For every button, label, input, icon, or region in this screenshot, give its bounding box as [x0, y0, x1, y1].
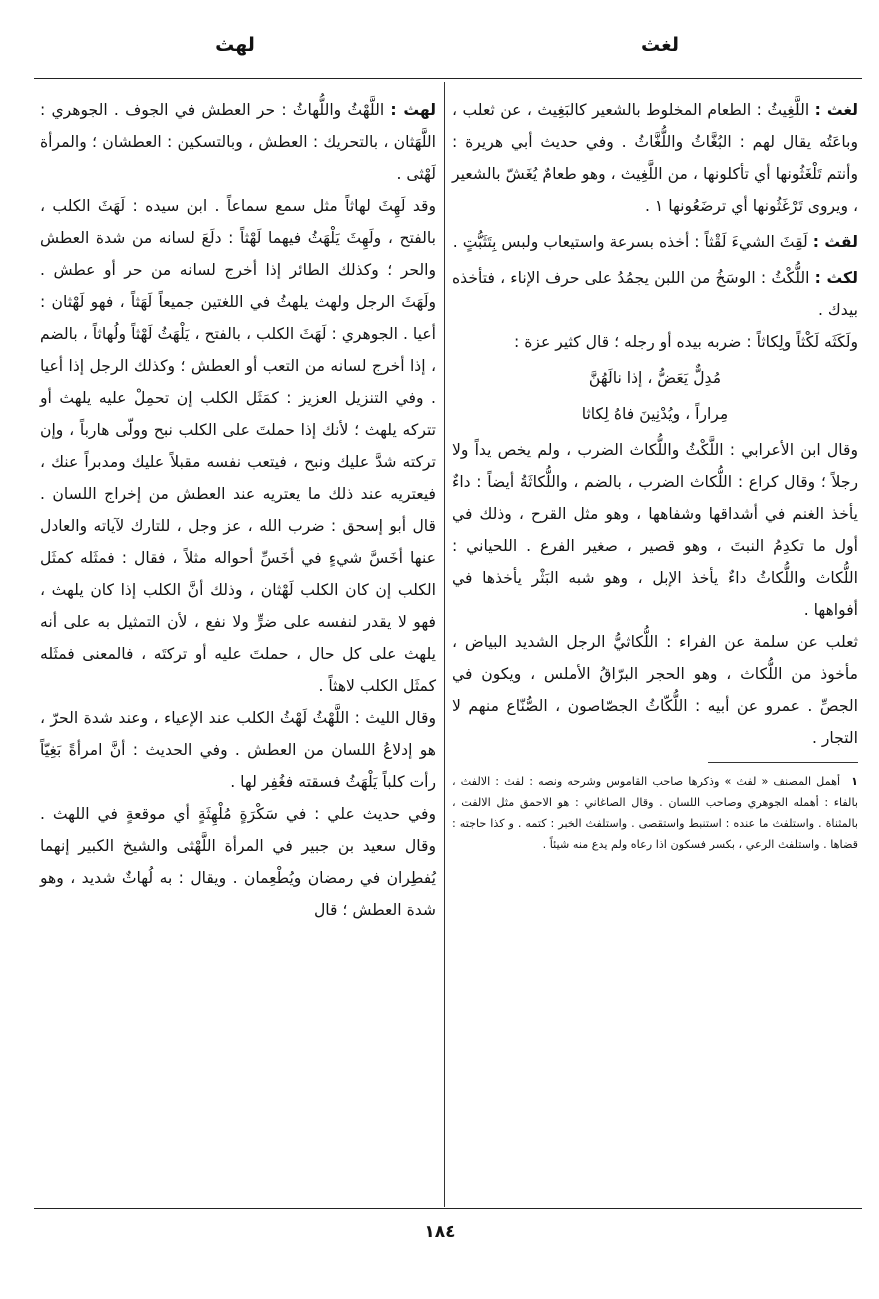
- entry-text: اللُّكْثُ : الوسَخُ من اللبن يجمُدُ على حرف الإناء ، فتأخذه بيدك .: [452, 269, 858, 319]
- entry-text: اللَّغِيثُ : الطعام المخلوط بالشعير كالبَغِيث ، عن ثعلب ، وباعَتُه يقال لهم : البُغَّاثُ واللُّغَّاثُ . وفي حديث أبي هريرة : وأنتم تَلْغَثُونها أي تأكلونها ، من اللَّغِيث ، وهو طعامٌ يُغَشّ بالشعير ، ويروى تَرْغَثُونها أي ترضَعُونها ١ .: [452, 101, 858, 215]
- entry-lhth: [40, 94, 436, 190]
- column-divider: [444, 82, 445, 1207]
- footnote-number: ١: [851, 775, 858, 788]
- footnote: [452, 771, 858, 855]
- paragraph: [40, 702, 436, 798]
- paragraph-text: وفي حديث علي : في سَكْرَةٍ مُلْهِثَةٍ أي موقعةٍ في اللهث . وقال سعيد بن جبير في المرأة اللَّهْثى والشيخ الكبير إنهما يُفطِران في رمضان ويُطْعِمان . ويقال : به لُهاثٌ شديد ، وهو شدة العطش ؛ قال: [40, 805, 436, 919]
- paragraph: [40, 798, 436, 926]
- footnote-rule: [708, 762, 858, 763]
- entry-headword: لهث :: [390, 101, 436, 119]
- entry-text: اللَّهْثُ واللُّهاثُ : حر العطش في الجوف . الجوهري : اللَّهَثان ، بالتحريك : العطش ، وبالتسكين : العطشان ؛ والمرأة لَهْثى .: [40, 101, 436, 183]
- page-number: ١٨٤: [424, 1222, 456, 1242]
- paragraph: وقال ابن الأعرابي : اللَّكْثُ واللُّكاث الضرب ، ولم يخص يداً ولا رجلاً ؛ وقال كراع : اللُّكاث الضرب ، بالضم ، واللُّكاثَةُ أيضاً : داءٌ يأخذ الغنم في أشداقها وشفاهها ، وهو مثل القرح ، وذلك في أول ما تكدِمُ النبتَ ، وهو قصير ، صغير الفرع . اللحياني : اللُّكاث واللُّكاثُ داءٌ يأخذ الإبل ، وهو شبه البَثْر يأخذها في أفواهها .: [452, 441, 858, 619]
- paragraph-text: وقد لَهِثَ لهاثاً مثل سمع سماعاً . ابن سيده : لَهَثَ الكلب ، بالفتح ، ولَهِثَ يَلْهَثُ فيهما لَهْثاً : دلَعَ لسانه من شدة العطش والحر ؛ وكذلك الطائر إذا أخرج لسانه من حر أو عطش . ولَهَثَ الرجل ولهث يلهثُ في اللغتين جميعاً لَهَثاً ، فهو لَهْثان : أعيا . الجوهري : لَهَثَ الكلب ، بالفتح ، يَلْهَثُ لَهْثاً ولُهاثاً ، بالضم ، إذا أخرج لسانه من التعب أو العطش ؛ وكذلك الرجل إذا أعيا . وفي التنزيل العزيز : كمَثَل الكلب إن تحمِلْ عليه يلهث أو تتركه يلهث ؛ لأنك إذا حملتَ على الكلب نبح وولّى هارباً ، وإن تركته شدَّ عليك ونبح ، فيتعب نفسه مقبلاً عليك ومدبراً عنك ، فيعتريه عند ذلك ما يعتريه عند العطش من إخراج اللسان . قال أبو إسحق : ضرب الله ، عز وجل ، للتارك لآياته والعادل عنها أخَسَّ شيءٍ في أخَسِّ أحواله مثلاً ، فقال : فمثَله كمثَل الكلب إن كان الكلب لَهْثان ، وذلك أنَّ الكلب إذا كان يلهث ، فهو لا يقدر لنفسه على ضرٍّ ولا نفع ، لأن التمثيل به على أنه يلهث على كل حال ، حملتَ عليه أو تركتَه ، فالمعنى فمثَله كمثَل الكلب لاهثاً .: [40, 197, 436, 695]
- entry-lkth-continued: [452, 326, 858, 358]
- entry-headword: لغث :: [814, 101, 858, 119]
- header-rule: [34, 78, 862, 79]
- entry-lqth: [452, 226, 858, 258]
- entry-text: ولَكَثَه لَكْثاً ولِكاثاً : ضربه بيده أو رجله ؛ قال كثير عزة :: [513, 333, 858, 351]
- entry-lghth: [452, 94, 858, 222]
- entry-headword: لقث :: [812, 233, 858, 251]
- verse-line: مُدِلٌّ يَعَضُّ ، إذا نالَهُنَّ: [588, 369, 722, 387]
- entry-lkth: [452, 262, 858, 326]
- paragraph-text: وقال الليث : اللَّهْثُ لَهْثُ الكلب عند الإعياء ، وعند شدة الحرّ ، هو إدلاعُ اللسان من العطش . وفي الحديث : أنَّ امرأةً بَغِيّاً رأت كلباً يَلْهَثُ فسقته فغُفِر لها .: [40, 709, 436, 791]
- running-header-left: لهث: [215, 34, 255, 56]
- footnote-text: أهمل المصنف « لفث » وذكرها صاحب القاموس وشرحه ونصه : لفث : الالفث ، بالفاء : أهمله الجوهري وصاحب اللسان . وقال الصاغاني : هو الاحمق مثل الالفت ، بالمثناة . واستلفث ما عنده : استنبط واستقصى . واستلفث الخبر : كتمه . و كذا حاجته : قضاها . واستلفث الرعي ، بكسر فسكون اذا رعاه ولم يدع منه شيئاً .: [452, 775, 858, 851]
- paragraph: [40, 190, 436, 702]
- footer-rule: [34, 1208, 862, 1209]
- entry-text: لَقِثَ الشيءَ لَقْثاً : أخذه بسرعة واستيعاب ولبس بِتَثَبُّتٍ .: [452, 233, 808, 251]
- verse-line: مِراراً ، ويُدْنِينَ فاهُ لِكاثا: [581, 405, 729, 423]
- running-header-right: لغث: [641, 34, 679, 56]
- entry-headword: لكث :: [814, 269, 858, 287]
- right-column: [452, 90, 858, 855]
- paragraph: ثعلب عن سلمة عن الفراء : اللُّكاثيُّ الرجل الشديد البياض ، مأخوذ من اللُّكاث ، وهو الحجر البرّاقُ الأملس ، ويكون في الجصِّ . عمرو عن أبيه : اللُّكّاثُ الجصّاصون ، الصُّنّاع منهم لا التجار .: [452, 633, 858, 747]
- left-column: [40, 90, 436, 926]
